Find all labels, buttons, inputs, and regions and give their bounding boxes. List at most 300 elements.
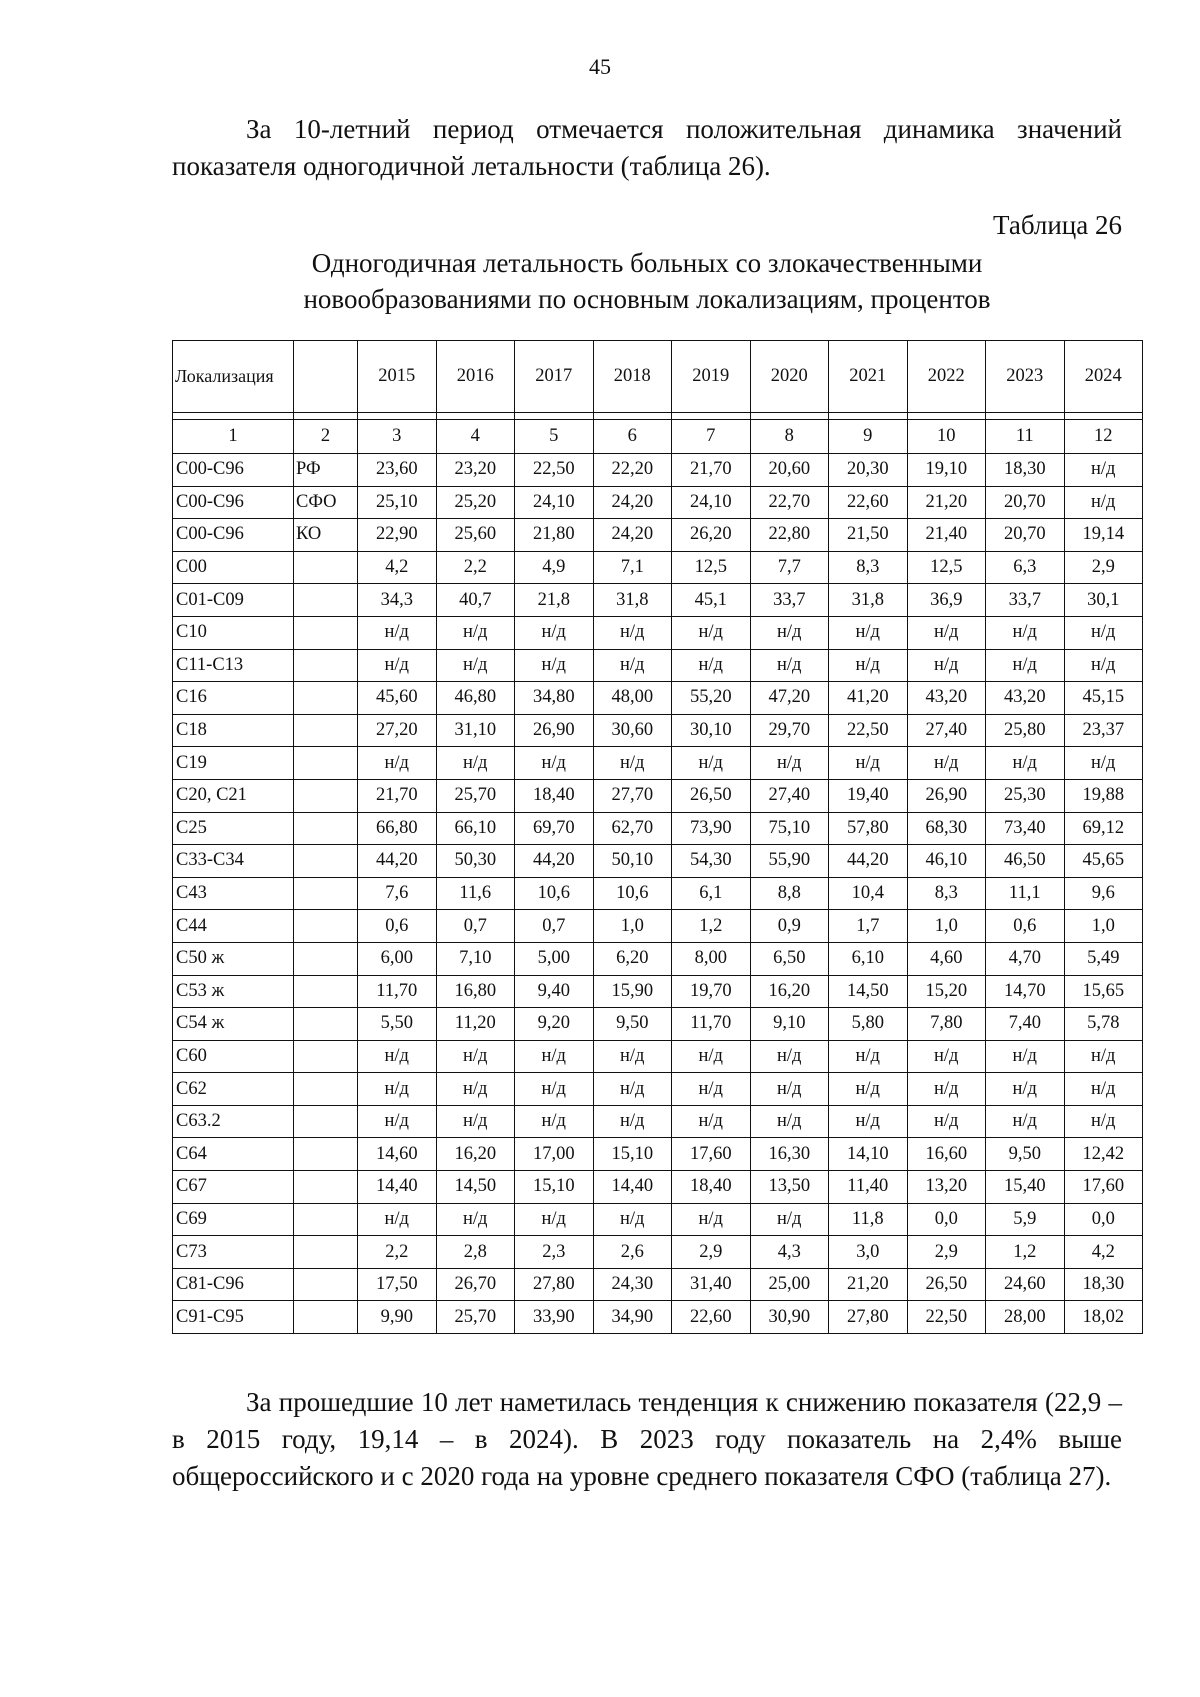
value-cell: 8,3 xyxy=(907,877,986,910)
value-cell: 45,65 xyxy=(1064,845,1143,878)
value-cell: н/д xyxy=(907,1073,986,1106)
value-cell: 9,90 xyxy=(358,1301,437,1334)
value-cell: 55,90 xyxy=(750,845,829,878)
intro-paragraph: За 10-летний период отмечается положительная динамика значений показателя одногодичной летальности (таблица 26). xyxy=(172,114,1122,181)
column-number-cell: 8 xyxy=(750,420,829,454)
value-cell: 33,7 xyxy=(986,584,1065,617)
region-cell xyxy=(294,714,358,747)
value-cell: н/д xyxy=(358,747,437,780)
value-cell: 9,40 xyxy=(515,975,594,1008)
value-cell: н/д xyxy=(1064,1105,1143,1138)
value-cell: 40,7 xyxy=(436,584,515,617)
value-cell: 45,1 xyxy=(672,584,751,617)
value-cell: 15,20 xyxy=(907,975,986,1008)
value-cell: 21,20 xyxy=(907,486,986,519)
value-cell: 14,10 xyxy=(829,1138,908,1171)
value-cell: н/д xyxy=(515,616,594,649)
localization-cell: С81-С96 xyxy=(173,1268,294,1301)
value-cell: н/д xyxy=(672,747,751,780)
table-column-numbers-row xyxy=(173,420,1143,454)
value-cell: н/д xyxy=(1064,616,1143,649)
table-row xyxy=(173,845,1143,878)
value-cell: 15,65 xyxy=(1064,975,1143,1008)
value-cell: 12,5 xyxy=(907,551,986,584)
header-cell-year: 2023 xyxy=(986,341,1065,413)
value-cell: 31,10 xyxy=(436,714,515,747)
table-row xyxy=(173,714,1143,747)
region-cell xyxy=(294,682,358,715)
value-cell: 14,40 xyxy=(593,1171,672,1204)
value-cell: 46,50 xyxy=(986,845,1065,878)
value-cell: 54,30 xyxy=(672,845,751,878)
value-cell: 5,49 xyxy=(1064,942,1143,975)
value-cell: 25,20 xyxy=(436,486,515,519)
table-row xyxy=(173,779,1143,812)
value-cell: 9,6 xyxy=(1064,877,1143,910)
value-cell: 10,6 xyxy=(515,877,594,910)
value-cell: 0,6 xyxy=(986,910,1065,943)
value-cell: 0,0 xyxy=(1064,1203,1143,1236)
value-cell: 21,8 xyxy=(515,584,594,617)
value-cell: 5,00 xyxy=(515,942,594,975)
region-cell xyxy=(294,779,358,812)
value-cell: н/д xyxy=(750,1040,829,1073)
localization-cell: С01-С09 xyxy=(173,584,294,617)
value-cell: 15,10 xyxy=(515,1171,594,1204)
value-cell: н/д xyxy=(986,649,1065,682)
value-cell: н/д xyxy=(593,1073,672,1106)
column-number-cell: 6 xyxy=(593,420,672,454)
value-cell: 2,9 xyxy=(672,1236,751,1269)
value-cell: 34,90 xyxy=(593,1301,672,1334)
value-cell: 15,90 xyxy=(593,975,672,1008)
value-cell: 47,20 xyxy=(750,682,829,715)
value-cell: н/д xyxy=(436,1105,515,1138)
table-row xyxy=(173,486,1143,519)
region-cell xyxy=(294,1073,358,1106)
column-number-cell: 1 xyxy=(173,420,294,454)
table-row xyxy=(173,682,1143,715)
value-cell: 21,50 xyxy=(829,519,908,552)
value-cell: н/д xyxy=(907,649,986,682)
value-cell: 16,30 xyxy=(750,1138,829,1171)
value-cell: н/д xyxy=(436,747,515,780)
value-cell: 62,70 xyxy=(593,812,672,845)
value-cell: н/д xyxy=(358,1040,437,1073)
value-cell: 75,10 xyxy=(750,812,829,845)
value-cell: 7,10 xyxy=(436,942,515,975)
region-cell xyxy=(294,584,358,617)
value-cell: н/д xyxy=(358,1203,437,1236)
table-row xyxy=(173,649,1143,682)
value-cell: 10,4 xyxy=(829,877,908,910)
gap-cell xyxy=(829,413,908,420)
value-cell: 50,30 xyxy=(436,845,515,878)
value-cell: 1,0 xyxy=(593,910,672,943)
gap-cell xyxy=(672,413,751,420)
region-cell xyxy=(294,1040,358,1073)
localization-cell: С91-С95 xyxy=(173,1301,294,1334)
value-cell: 11,40 xyxy=(829,1171,908,1204)
table-row xyxy=(173,1073,1143,1106)
value-cell: н/д xyxy=(907,616,986,649)
value-cell: 0,6 xyxy=(358,910,437,943)
localization-cell: С20, С21 xyxy=(173,779,294,812)
localization-cell: С53 ж xyxy=(173,975,294,1008)
table-row xyxy=(173,1203,1143,1236)
value-cell: 8,8 xyxy=(750,877,829,910)
column-number-cell: 2 xyxy=(294,420,358,454)
region-cell xyxy=(294,747,358,780)
value-cell: 26,70 xyxy=(436,1268,515,1301)
table-row xyxy=(173,1105,1143,1138)
value-cell: 2,2 xyxy=(358,1236,437,1269)
value-cell: 33,7 xyxy=(750,584,829,617)
value-cell: н/д xyxy=(1064,486,1143,519)
header-cell-year: 2021 xyxy=(829,341,908,413)
value-cell: н/д xyxy=(829,616,908,649)
value-cell: 26,90 xyxy=(907,779,986,812)
localization-cell: С62 xyxy=(173,1073,294,1106)
value-cell: 45,15 xyxy=(1064,682,1143,715)
table-row xyxy=(173,812,1143,845)
value-cell: 24,10 xyxy=(515,486,594,519)
header-cell-localization: Локализация xyxy=(173,341,294,413)
value-cell: н/д xyxy=(907,1040,986,1073)
value-cell: 66,10 xyxy=(436,812,515,845)
value-cell: 24,10 xyxy=(672,486,751,519)
value-cell: 26,50 xyxy=(672,779,751,812)
value-cell: 18,40 xyxy=(672,1171,751,1204)
value-cell: 24,20 xyxy=(593,519,672,552)
value-cell: н/д xyxy=(358,1105,437,1138)
table-body xyxy=(173,341,1143,1334)
gap-cell xyxy=(986,413,1065,420)
value-cell: 20,70 xyxy=(986,519,1065,552)
localization-cell: С69 xyxy=(173,1203,294,1236)
localization-cell: С00-С96 xyxy=(173,519,294,552)
value-cell: 22,50 xyxy=(515,454,594,487)
value-cell: 11,1 xyxy=(986,877,1065,910)
value-cell: 22,80 xyxy=(750,519,829,552)
value-cell: н/д xyxy=(515,649,594,682)
value-cell: 17,50 xyxy=(358,1268,437,1301)
value-cell: 24,60 xyxy=(986,1268,1065,1301)
localization-cell: С60 xyxy=(173,1040,294,1073)
value-cell: н/д xyxy=(750,616,829,649)
value-cell: 20,30 xyxy=(829,454,908,487)
value-cell: н/д xyxy=(672,1105,751,1138)
table-row xyxy=(173,747,1143,780)
column-number-cell: 11 xyxy=(986,420,1065,454)
region-cell xyxy=(294,1236,358,1269)
region-cell xyxy=(294,551,358,584)
table-row xyxy=(173,1040,1143,1073)
region-cell xyxy=(294,1301,358,1334)
value-cell: н/д xyxy=(1064,747,1143,780)
value-cell: н/д xyxy=(829,1040,908,1073)
value-cell: н/д xyxy=(436,649,515,682)
region-cell: КО xyxy=(294,519,358,552)
value-cell: 14,50 xyxy=(829,975,908,1008)
table-row xyxy=(173,910,1143,943)
value-cell: 27,80 xyxy=(829,1301,908,1334)
value-cell: 9,50 xyxy=(593,1008,672,1041)
region-cell: СФО xyxy=(294,486,358,519)
value-cell: н/д xyxy=(750,1073,829,1106)
localization-cell: С44 xyxy=(173,910,294,943)
value-cell: н/д xyxy=(672,649,751,682)
value-cell: 4,2 xyxy=(358,551,437,584)
value-cell: 20,70 xyxy=(986,486,1065,519)
region-cell xyxy=(294,649,358,682)
table-label: Таблица 26 xyxy=(993,210,1122,240)
value-cell: 21,40 xyxy=(907,519,986,552)
value-cell: 19,88 xyxy=(1064,779,1143,812)
value-cell: 1,2 xyxy=(986,1236,1065,1269)
region-cell xyxy=(294,1008,358,1041)
value-cell: 11,20 xyxy=(436,1008,515,1041)
value-cell: н/д xyxy=(672,1040,751,1073)
table-row xyxy=(173,1138,1143,1171)
localization-cell: С50 ж xyxy=(173,942,294,975)
column-number-cell: 10 xyxy=(907,420,986,454)
value-cell: 17,60 xyxy=(1064,1171,1143,1204)
value-cell: 6,1 xyxy=(672,877,751,910)
value-cell: 23,37 xyxy=(1064,714,1143,747)
value-cell: 69,70 xyxy=(515,812,594,845)
value-cell: 55,20 xyxy=(672,682,751,715)
region-cell xyxy=(294,845,358,878)
value-cell: 34,80 xyxy=(515,682,594,715)
value-cell: н/д xyxy=(436,1040,515,1073)
value-cell: 50,10 xyxy=(593,845,672,878)
value-cell: 4,70 xyxy=(986,942,1065,975)
value-cell: 27,20 xyxy=(358,714,437,747)
value-cell: н/д xyxy=(829,1073,908,1106)
value-cell: 36,9 xyxy=(907,584,986,617)
value-cell: 14,60 xyxy=(358,1138,437,1171)
value-cell: 1,2 xyxy=(672,910,751,943)
value-cell: 7,7 xyxy=(750,551,829,584)
value-cell: 5,80 xyxy=(829,1008,908,1041)
table-gap-row xyxy=(173,413,1143,420)
table-row xyxy=(173,1008,1143,1041)
value-cell: 2,3 xyxy=(515,1236,594,1269)
value-cell: н/д xyxy=(829,747,908,780)
value-cell: 5,9 xyxy=(986,1203,1065,1236)
value-cell: 27,70 xyxy=(593,779,672,812)
value-cell: 66,80 xyxy=(358,812,437,845)
table-row xyxy=(173,1301,1143,1334)
value-cell: 21,70 xyxy=(672,454,751,487)
value-cell: н/д xyxy=(593,747,672,780)
header-cell-year: 2016 xyxy=(436,341,515,413)
value-cell: 16,80 xyxy=(436,975,515,1008)
region-cell: РФ xyxy=(294,454,358,487)
value-cell: 30,1 xyxy=(1064,584,1143,617)
value-cell: 10,6 xyxy=(593,877,672,910)
region-cell xyxy=(294,1203,358,1236)
localization-cell: С73 xyxy=(173,1236,294,1269)
region-cell xyxy=(294,812,358,845)
value-cell: н/д xyxy=(593,1203,672,1236)
header-cell-year: 2020 xyxy=(750,341,829,413)
value-cell: 15,10 xyxy=(593,1138,672,1171)
table-row xyxy=(173,1268,1143,1301)
header-cell-year: 2015 xyxy=(358,341,437,413)
value-cell: 2,6 xyxy=(593,1236,672,1269)
value-cell: 44,20 xyxy=(829,845,908,878)
header-cell-region xyxy=(294,341,358,413)
value-cell: 19,70 xyxy=(672,975,751,1008)
value-cell: 18,02 xyxy=(1064,1301,1143,1334)
value-cell: н/д xyxy=(672,1073,751,1106)
value-cell: н/д xyxy=(515,747,594,780)
value-cell: 14,70 xyxy=(986,975,1065,1008)
value-cell: 4,2 xyxy=(1064,1236,1143,1269)
value-cell: 1,0 xyxy=(907,910,986,943)
value-cell: 13,20 xyxy=(907,1171,986,1204)
localization-cell: С00-С96 xyxy=(173,454,294,487)
gap-cell xyxy=(1064,413,1143,420)
value-cell: 1,7 xyxy=(829,910,908,943)
value-cell: 26,20 xyxy=(672,519,751,552)
value-cell: н/д xyxy=(436,1203,515,1236)
value-cell: 22,20 xyxy=(593,454,672,487)
value-cell: н/д xyxy=(436,616,515,649)
value-cell: 19,10 xyxy=(907,454,986,487)
value-cell: 41,20 xyxy=(829,682,908,715)
value-cell: 9,20 xyxy=(515,1008,594,1041)
value-cell: 11,70 xyxy=(672,1008,751,1041)
value-cell: н/д xyxy=(593,649,672,682)
value-cell: 29,70 xyxy=(750,714,829,747)
value-cell: 25,70 xyxy=(436,1301,515,1334)
value-cell: 25,10 xyxy=(358,486,437,519)
value-cell: 16,20 xyxy=(750,975,829,1008)
column-number-cell: 5 xyxy=(515,420,594,454)
table-row xyxy=(173,584,1143,617)
gap-cell xyxy=(294,413,358,420)
value-cell: 30,10 xyxy=(672,714,751,747)
value-cell: 2,2 xyxy=(436,551,515,584)
value-cell: 4,3 xyxy=(750,1236,829,1269)
value-cell: 23,20 xyxy=(436,454,515,487)
value-cell: 9,10 xyxy=(750,1008,829,1041)
value-cell: н/д xyxy=(829,649,908,682)
value-cell: 20,60 xyxy=(750,454,829,487)
localization-cell: С00-С96 xyxy=(173,486,294,519)
gap-cell xyxy=(907,413,986,420)
table-row xyxy=(173,1236,1143,1269)
value-cell: 15,40 xyxy=(986,1171,1065,1204)
value-cell: 33,90 xyxy=(515,1301,594,1334)
value-cell: 1,0 xyxy=(1064,910,1143,943)
region-cell xyxy=(294,942,358,975)
value-cell: 4,60 xyxy=(907,942,986,975)
column-number-cell: 9 xyxy=(829,420,908,454)
value-cell: 22,90 xyxy=(358,519,437,552)
localization-cell: С64 xyxy=(173,1138,294,1171)
value-cell: 28,00 xyxy=(986,1301,1065,1334)
value-cell: н/д xyxy=(515,1040,594,1073)
value-cell: н/д xyxy=(750,1105,829,1138)
gap-cell xyxy=(515,413,594,420)
value-cell: 26,50 xyxy=(907,1268,986,1301)
localization-cell: С18 xyxy=(173,714,294,747)
region-cell xyxy=(294,1105,358,1138)
value-cell: н/д xyxy=(672,1203,751,1236)
column-number-cell: 3 xyxy=(358,420,437,454)
value-cell: 57,80 xyxy=(829,812,908,845)
value-cell: 7,80 xyxy=(907,1008,986,1041)
value-cell: 31,40 xyxy=(672,1268,751,1301)
localization-cell: С19 xyxy=(173,747,294,780)
region-cell xyxy=(294,877,358,910)
region-cell xyxy=(294,1268,358,1301)
value-cell: 22,60 xyxy=(829,486,908,519)
value-cell: 12,42 xyxy=(1064,1138,1143,1171)
column-number-cell: 7 xyxy=(672,420,751,454)
value-cell: 44,20 xyxy=(358,845,437,878)
value-cell: 5,78 xyxy=(1064,1008,1143,1041)
localization-cell: С10 xyxy=(173,616,294,649)
value-cell: н/д xyxy=(907,1105,986,1138)
table-row xyxy=(173,1171,1143,1204)
value-cell: 0,9 xyxy=(750,910,829,943)
value-cell: 11,70 xyxy=(358,975,437,1008)
value-cell: 11,8 xyxy=(829,1203,908,1236)
value-cell: 6,3 xyxy=(986,551,1065,584)
value-cell: н/д xyxy=(515,1073,594,1106)
value-cell: 18,30 xyxy=(986,454,1065,487)
value-cell: 18,40 xyxy=(515,779,594,812)
value-cell: 16,60 xyxy=(907,1138,986,1171)
region-cell xyxy=(294,975,358,1008)
value-cell: н/д xyxy=(829,1105,908,1138)
value-cell: 9,50 xyxy=(986,1138,1065,1171)
table-title-line-2: новообразованиями по основным локализациям, процентов xyxy=(303,284,991,314)
value-cell: н/д xyxy=(750,1203,829,1236)
value-cell: н/д xyxy=(986,1105,1065,1138)
value-cell: н/д xyxy=(1064,649,1143,682)
value-cell: 45,60 xyxy=(358,682,437,715)
value-cell: 2,8 xyxy=(436,1236,515,1269)
header-cell-year: 2018 xyxy=(593,341,672,413)
value-cell: 14,40 xyxy=(358,1171,437,1204)
localization-cell: С00 xyxy=(173,551,294,584)
value-cell: н/д xyxy=(593,1040,672,1073)
region-cell xyxy=(294,1138,358,1171)
value-cell: 48,00 xyxy=(593,682,672,715)
value-cell: 3,0 xyxy=(829,1236,908,1269)
value-cell: 4,9 xyxy=(515,551,594,584)
column-number-cell: 4 xyxy=(436,420,515,454)
localization-cell: С67 xyxy=(173,1171,294,1204)
value-cell: 46,10 xyxy=(907,845,986,878)
value-cell: 21,70 xyxy=(358,779,437,812)
value-cell: н/д xyxy=(986,1073,1065,1106)
value-cell: 27,80 xyxy=(515,1268,594,1301)
value-cell: н/д xyxy=(358,1073,437,1106)
localization-cell: С16 xyxy=(173,682,294,715)
value-cell: н/д xyxy=(750,747,829,780)
value-cell: 7,40 xyxy=(986,1008,1065,1041)
table-title xyxy=(172,245,1122,317)
table-header-row xyxy=(173,341,1143,413)
value-cell: 5,50 xyxy=(358,1008,437,1041)
